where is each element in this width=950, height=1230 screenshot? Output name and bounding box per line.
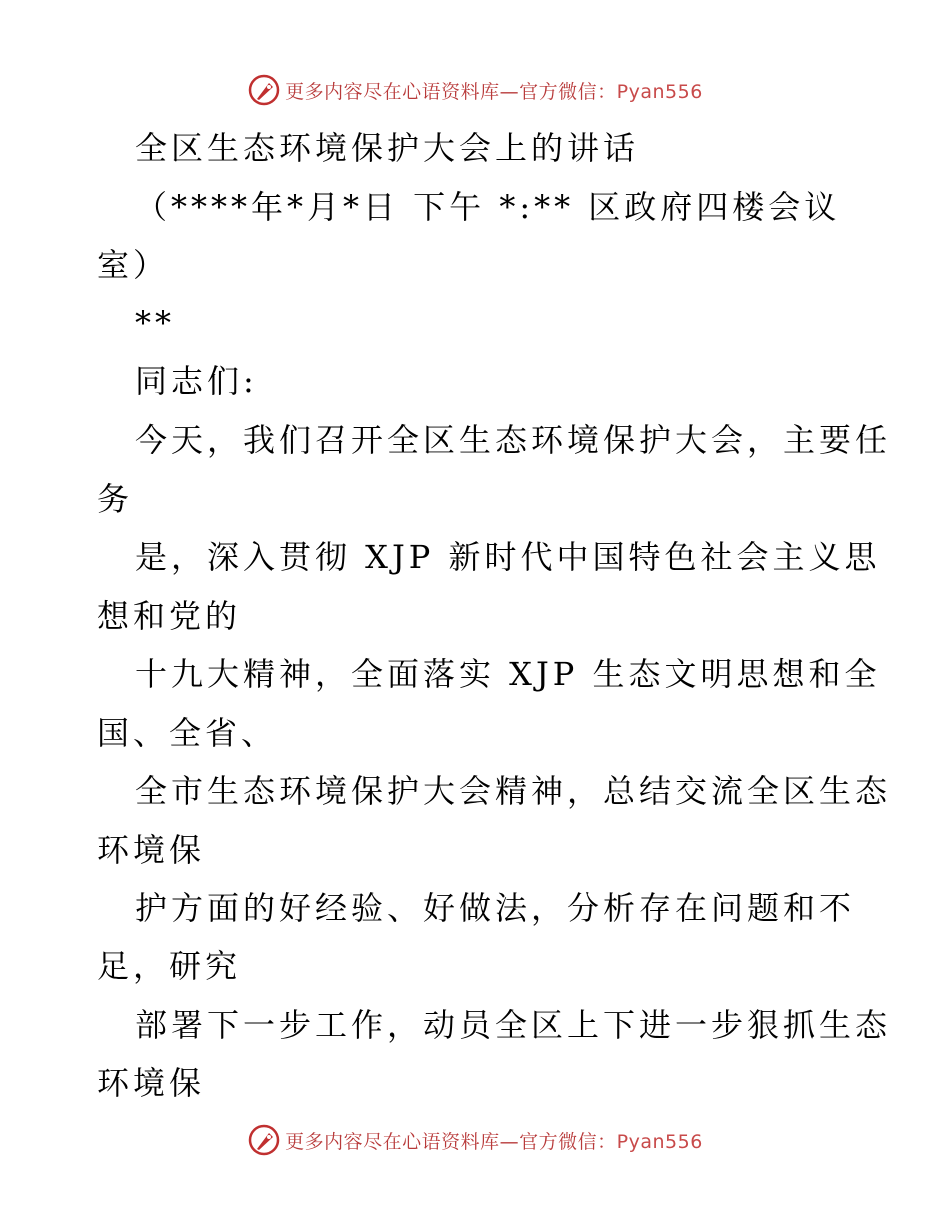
- meeting-info-line-cont: 室）: [97, 246, 170, 284]
- watermark-text: 更多内容尽在心语资料库—官方微信：Pyan556: [285, 1130, 703, 1153]
- paragraph-line: 环境保: [97, 1064, 206, 1102]
- watermark-wechat-id: Pyan556: [616, 1130, 703, 1153]
- paragraph-line: 足，研究: [97, 947, 242, 985]
- paragraph-line: 部署下一步工作，动员全区上下进一步狠抓生态: [135, 1006, 892, 1044]
- watermark-wechat-id: Pyan556: [616, 80, 703, 103]
- paragraph-line: 想和党的: [97, 597, 242, 635]
- watermark-banner-top: [0, 70, 950, 110]
- paragraph-line: 环境保: [97, 831, 206, 869]
- watermark-banner-bottom: [0, 1120, 950, 1160]
- pen-nib-logo-icon: [247, 1123, 281, 1157]
- salutation: 同志们:: [135, 362, 258, 400]
- paragraph-line: 今天，我们召开全区生态环境保护大会，主要任: [135, 421, 892, 459]
- paragraph-line: 全市生态环境保护大会精神，总结交流全区生态: [135, 772, 892, 810]
- document-title: 全区生态环境保护大会上的讲话: [135, 129, 640, 167]
- paragraph-line: 护方面的好经验、好做法，分析存在问题和不: [135, 889, 856, 927]
- paragraph-line: 十九大精神，全面落实 XJP 生态文明思想和全: [135, 655, 881, 693]
- paragraph-line: 务: [97, 480, 134, 518]
- paragraph-line: 是，深入贯彻 XJP 新时代中国特色社会主义思: [135, 538, 881, 576]
- meeting-info-line: （****年*月*日 下午 *:** 区政府四楼会议: [135, 188, 841, 226]
- paragraph-line: 国、全省、: [97, 714, 278, 752]
- watermark-text: 更多内容尽在心语资料库—官方微信：Pyan556: [285, 80, 703, 103]
- speaker-name: **: [135, 304, 175, 342]
- pen-nib-logo-icon: [247, 73, 281, 107]
